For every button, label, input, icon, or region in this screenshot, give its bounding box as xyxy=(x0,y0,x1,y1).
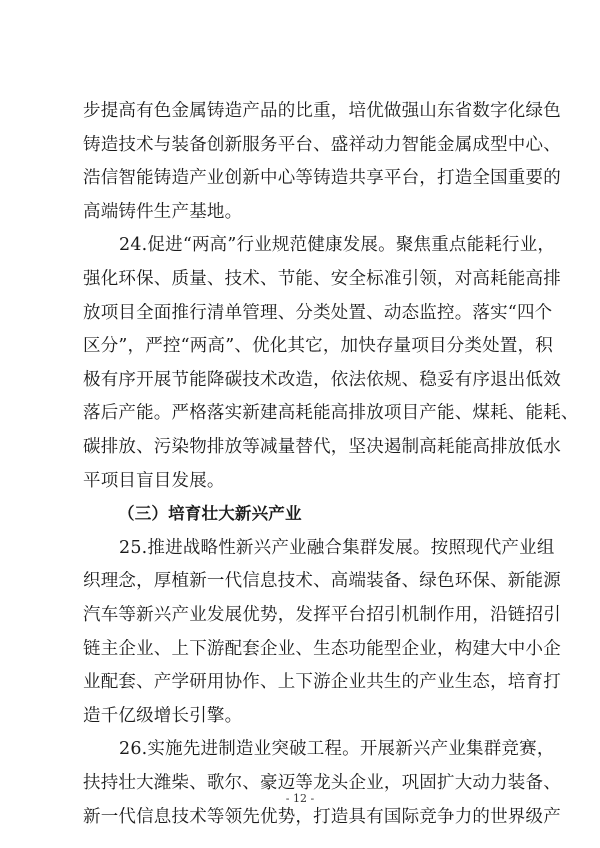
text-line: 强化环保、质量、技术、节能、安全标准引领，对高耗能高排 xyxy=(83,269,561,289)
text-line: 铸造技术与装备创新服务平台、盛祥动力智能金属成型中心、 xyxy=(83,134,561,155)
paragraph-26-first-line: 26.实施先进制造业突破工程。开展新兴产业集群竞赛， xyxy=(119,739,555,760)
page-number: - 12 - xyxy=(285,792,315,805)
text-line: 业配套、产学研用协作、上下游企业共生的产业生态，培育打 xyxy=(83,672,561,693)
paragraph-24-first-line: 24.促进“两高”行业规范健康发展。聚焦重点能耗行业， xyxy=(119,235,556,256)
text-line: 高端铸件生产基地。 xyxy=(83,201,243,222)
text-line: 浩信智能铸造产业创新中心等铸造共享平台，打造全国重要的 xyxy=(83,168,561,189)
section-heading: （三）培育壮大新兴产业 xyxy=(118,504,302,524)
text-line: 扶持壮大潍柴、歌尔、豪迈等龙头企业，巩固扩大动力装备、 xyxy=(83,773,561,793)
text-line: 汽车等新兴产业发展优势，发挥平台招引机制作用，沿链招引 xyxy=(83,605,561,625)
text-line: 碳排放、污染物排放等减量替代，坚决遏制高耗能高排放低水 xyxy=(83,437,561,457)
text-line: 极有序开展节能降碳技术改造，依法依规、稳妥有序退出低效 xyxy=(83,369,561,390)
paragraph-25-first-line: 25.推进战略性新兴产业融合集群发展。按照现代产业组 xyxy=(119,537,555,558)
text-line: 落后产能。严格落实新建高耗能高排放项目产能、煤耗、能耗、 xyxy=(83,403,579,424)
text-line: 造千亿级增长引擎。 xyxy=(83,705,243,726)
text-line: 新一代信息技术等领先优势，打造具有国际竞争力的世界级产 xyxy=(83,806,561,827)
text-line: 织理念，厚植新一代信息技术、高端装备、绿色环保、新能源 xyxy=(83,571,561,592)
text-line: 区分”，严控“两高”、优化其它，加快存量项目分类处置，积 xyxy=(83,336,553,357)
text-line: 平项目盲目发展。 xyxy=(83,470,225,491)
text-line: 链主企业、上下游配套企业、生态功能型企业，构建大中小企 xyxy=(83,638,561,659)
paragraph-continued-first-line: 步提高有色金属铸造产品的比重，培优做强山东省数字化绿色 xyxy=(83,101,561,121)
text-line: 放项目全面推行清单管理、分类处置、动态监控。落实“四个 xyxy=(83,302,553,323)
